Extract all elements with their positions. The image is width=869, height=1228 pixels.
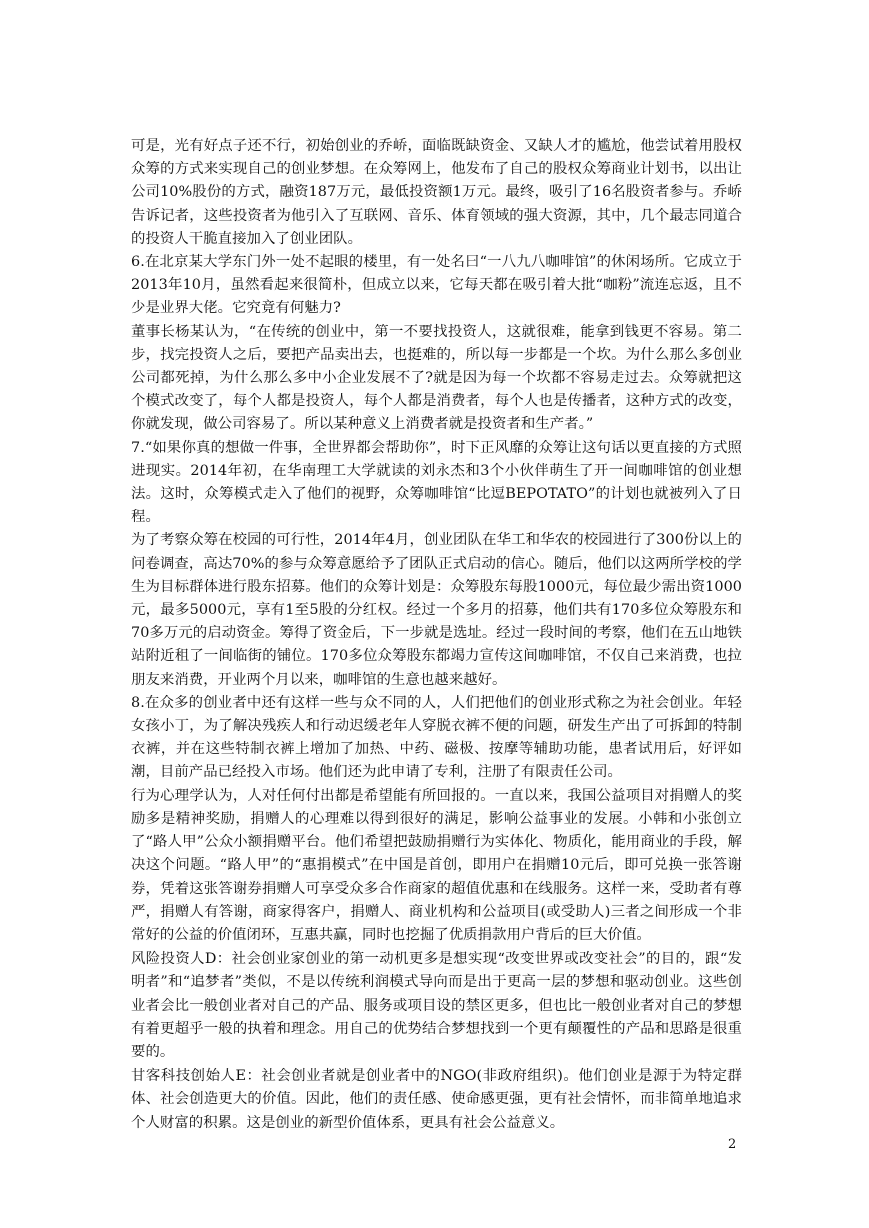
body-text bbox=[131, 135, 742, 1135]
page-number: 2 bbox=[728, 1137, 737, 1152]
paragraph-item-6-coffee-house: 6.在北京某大学东门外一处不起眼的楼里，有一处名曰“一八九八咖啡馆”的休闲场所。它成立于2013年10月，虽然看起来很简朴，但成立以来，它每天都在吸引着大批“咖粉”流连忘返，且不少是业界大佬。它究竟有何魅力? bbox=[131, 254, 742, 317]
paragraph-chairman-yang-quote: 董事长杨某认为，“在传统的创业中，第一不要找投资人，这就很难，能拿到钱更不容易。第二步，找完投资人之后，要把产品卖出去，也挺难的，所以每一步都是一个坎。为什么那么多创业公司都死掉，为什么那么多中小企业发展不了?就是因为每一个坎都不容易走过去。众筹就把这个模式改变了，每个人都是投资人，每个人都是消费者，每个人也是传播者，这种方式的改变，你就发现，做公司容易了。所以某种意义上消费者就是投资者和生产者。” bbox=[131, 323, 742, 433]
paragraph-venture-investor-d: 风险投资人D：社会创业家创业的第一动机更多是想实现“改变世界或改变社会”的目的，跟“发明者”和“追梦者”类似，不是以传统利润模式导向而是出于更高一层的梦想和驱动创业。这些创业者会比一般创业者对自己的产品、服务或项目设的禁区更多，但也比一般创业者对自己的梦想有着更超乎一般的执着和理念。用自己的优势结合梦想找到一个更有颠覆性的产品和思路是很重要的。 bbox=[131, 951, 742, 1060]
paragraph-founder-e: 甘客科技创始人E：社会创业者就是创业者中的NGO(非政府组织)。他们创业是源于为特定群体、社会创造更大的价值。因此，他们的责任感、使命感更强，更有社会情怀，而非简单地追求个人财富的积累。这是创业的新型价值体系，更具有社会公益意义。 bbox=[131, 1068, 742, 1131]
paragraph-campus-survey: 为了考察众筹在校园的可行性，2014年4月，创业团队在华工和华农的校园进行了300份以上的问卷调查，高达70%的参与众筹意愿给予了团队正式启动的信心。随后，他们以这两所学校的学生为目标群体进行股东招募。他们的众筹计划是：众筹股东每股1000元，每位最少需出资1000元，最多5000元，享有1至5股的分红权。经过一个多月的招募，他们共有170多位众筹股东和70多万元的启动资金。筹得了资金后，下一步就是选址。经过一段时间的考察，他们在五山地铁站附近租了一间临街的铺位。170多位众筹股东都竭力宣传这间咖啡馆，不仅自己来消费，也拉朋友来消费，开业两个月以来，咖啡馆的生意也越来越好。 bbox=[131, 532, 742, 688]
paragraph-item-8-social-entrepreneurship: 8.在众多的创业者中还有这样一些与众不同的人，人们把他们的创业形式称之为社会创业。年轻女孩小丁，为了解决残疾人和行动迟缓老年人穿脱衣裤不便的问题，研发生产出了可拆卸的特制衣裤，并在这些特制衣裤上增加了加热、中药、磁极、按摩等辅助功能，患者试用后，好评如潮，目前产品已经投入市场。他们还为此申请了专利，注册了有限责任公司。 bbox=[131, 694, 742, 781]
paragraph-lurenjia-platform: 行为心理学认为，人对任何付出都是希望能有所回报的。一直以来，我国公益项目对捐赠人的奖励多是精神奖励，捐赠人的心理难以得到很好的满足，影响公益事业的发展。小韩和小张创立了“路人甲”公众小额捐赠平台。他们希望把鼓励捐赠行为实体化、物质化，能用商业的手段，解决这个问题。“路人甲”的“惠捐模式”在中国是首创，即用户在捐赠10元后，即可兑换一张答谢券，凭着这张答谢券捐赠人可享受众多合作商家的超值优惠和在线服务。这样一来，受助者有尊严，捐赠人有答谢，商家得客户，捐赠人、商业机构和公益项目(或受助人)三者之间形成一个非常好的公益的价值闭环，互惠共赢，同时也挖掘了优质捐款用户背后的巨大价值。 bbox=[131, 787, 742, 943]
paragraph-qiaoqiao-crowdfunding: 可是，光有好点子还不行，初始创业的乔峤，面临既缺资金、又缺人才的尴尬，他尝试着用股权众筹的方式来实现自己的创业梦想。在众筹网上，他发布了自己的股权众筹商业计划书，以出让公司10%股份的方式，融资187万元，最低投资额1万元。最终，吸引了16名股资者参与。乔峤告诉记者，这些投资者为他引入了互联网、音乐、体育领域的强大资源，其中，几个最志同道合的投资人干脆直接加入了创业团队。 bbox=[131, 138, 742, 247]
paragraph-item-7-bepotato: 7.“如果你真的想做一件事，全世界都会帮助你”，时下正风靡的众筹让这句话以更直接的方式照进现实。2014年初，在华南理工大学就读的刘永杰和3个小伙伴萌生了开一间咖啡馆的创业想法。这时，众筹模式走入了他们的视野，众筹咖啡馆“比逗BEPOTATO”的计划也就被列入了日程。 bbox=[131, 439, 742, 526]
